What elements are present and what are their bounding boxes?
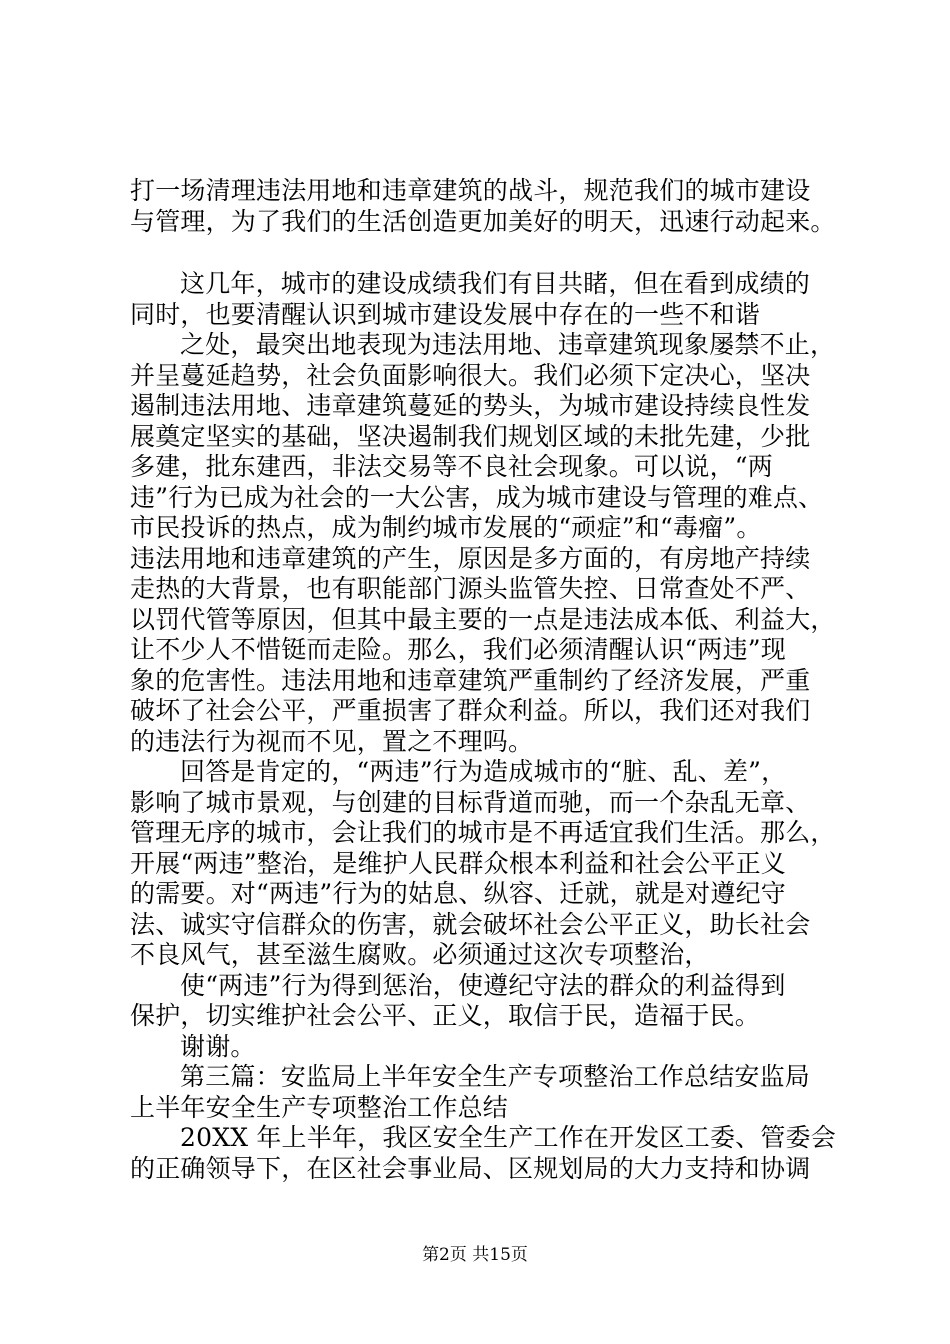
text-line: 管理无序的城市，会让我们的城市是不再适宜我们生活。那么， xyxy=(130,818,836,847)
text-line: 多建，批东建西，非法交易等不良社会现象。可以说，“两 xyxy=(130,452,773,481)
paragraph-gap xyxy=(130,237,830,269)
text-line: 不良风气，甚至滋生腐败。必须通过这次专项整治， xyxy=(130,940,710,969)
section-heading-line: 第三篇：安监局上半年安全生产专项整治工作总结安监局 xyxy=(180,1062,811,1091)
text-line: 打一场清理违法用地和违章建筑的战斗，规范我们的城市建设 xyxy=(130,176,811,205)
text-line: 与管理，为了我们的生活创造更加美好的明天，迅速行动起来。 xyxy=(130,206,836,236)
text-line: 以罚代管等原因，但其中最主要的一点是违法成本低、利益大， xyxy=(130,604,836,634)
text-line: 谢谢。 xyxy=(180,1031,256,1061)
text-line: 市民投诉的热点，成为制约城市发展的“顽症”和“毒瘤”。 xyxy=(130,513,762,542)
text-line: 回答是肯定的，“两违”行为造成城市的“脏、乱、差”， xyxy=(180,757,787,786)
document-body xyxy=(130,176,836,1184)
text-line: 破坏了社会公平，严重损害了群众利益。所以，我们还对我们 xyxy=(130,696,811,725)
text-line: 开展“两违”整治，是维护人民群众根本利益和社会公平正义 xyxy=(130,848,786,878)
text-line: 的需要。对“两违”行为的姑息、纵容、迁就，就是对遵纪守 xyxy=(130,879,786,908)
text-line: 同时，也要清醒认识到城市建设发展中存在的一些不和谐 xyxy=(130,299,761,329)
text-line: 让不少人不惜铤而走险。那么，我们必须清醒认识“两违”现 xyxy=(130,635,786,664)
text-line: 的正确领导下，在区社会事业局、区规划局的大力支持和协调 xyxy=(130,1153,811,1183)
text-line: 20XX 年上半年，我区安全生产工作在开发区工委、管委会 xyxy=(180,1123,836,1152)
text-line: 法、诚实守信群众的伤害，就会破坏社会公平正义，助长社会 xyxy=(130,909,811,939)
page-number-footer: 第2页 共15页 xyxy=(422,1245,528,1265)
text-line: 的违法行为视而不见，置之不理吗。 xyxy=(130,726,534,756)
text-line: 保护，切实维护社会公平、正义，取信于民，造福于民。 xyxy=(130,1001,761,1030)
text-line: 违法用地和违章建筑的产生，原因是多方面的，有房地产持续 xyxy=(130,543,811,573)
text-line: 走热的大背景，也有职能部门源头监管失控、日常查处不严、 xyxy=(130,574,811,603)
section-heading-line: 上半年安全生产专项整治工作总结 xyxy=(130,1092,509,1122)
text-line: 使“两违”行为得到惩治，使遵纪守法的群众的利益得到 xyxy=(180,970,786,1000)
text-line: 违”行为已成为社会的一大公害，成为城市建设与管理的难点、 xyxy=(130,482,824,512)
text-line: 并呈蔓延趋势，社会负面影响很大。我们必须下定决心，坚决 xyxy=(130,360,811,390)
text-line: 象的危害性。违法用地和违章建筑严重制约了经济发展，严重 xyxy=(130,665,811,695)
text-line: 影响了城市景观，与创建的目标背道而驰，而一个杂乱无章、 xyxy=(130,787,811,817)
text-line: 展奠定坚实的基础，坚决遏制我们规划区域的未批先建，少批 xyxy=(130,421,811,451)
text-line: 遏制违法用地、违章建筑蔓延的势头，为城市建设持续良性发 xyxy=(130,391,811,420)
text-line: 之处，最突出地表现为违法用地、违章建筑现象屡禁不止， xyxy=(180,330,836,359)
text-line: 这几年，城市的建设成绩我们有目共睹，但在看到成绩的 xyxy=(180,269,811,298)
